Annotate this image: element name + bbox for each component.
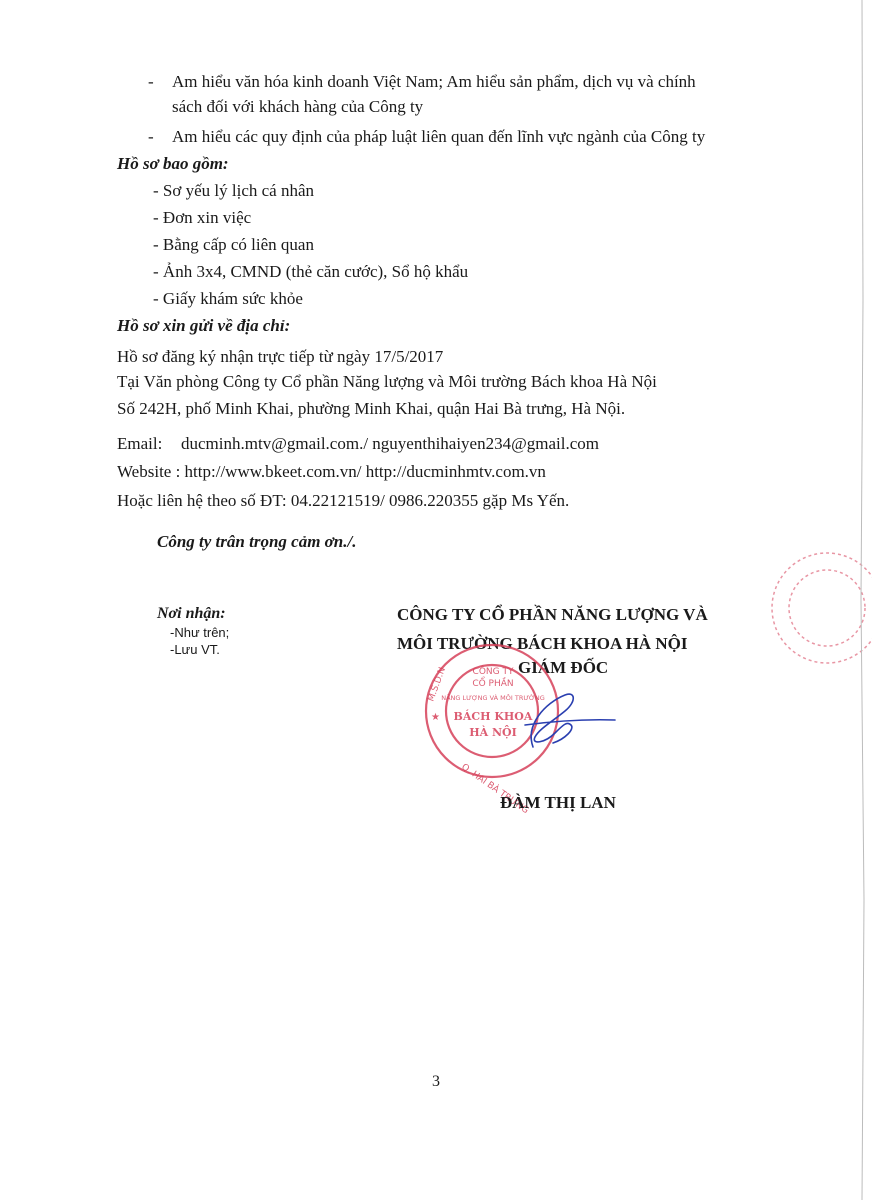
recipient-item: -Như trên; <box>170 625 230 640</box>
company-name-line-2: MÔI TRƯỜNG BÁCH KHOA HÀ NỘI <box>397 634 688 653</box>
position-title: GIÁM ĐỐC <box>518 658 609 677</box>
requirement-dash-2: - <box>148 127 154 146</box>
document-item: - Sơ yếu lý lịch cá nhân <box>153 181 315 200</box>
handwritten-signature <box>505 685 625 755</box>
address-heading: Hồ sơ xin gửi về địa chỉ: <box>117 316 291 335</box>
requirement-item-1-cont: sách đối với khách hàng của Công ty <box>172 97 424 116</box>
svg-text:Q. HAI BÀ TRƯNG: Q. HAI BÀ TRƯNG <box>459 762 531 817</box>
requirement-item-1: Am hiểu văn hóa kinh doanh Việt Nam; Am hiểu sản phẩm, dịch vụ và chính <box>172 72 696 91</box>
seal-line: BÁCH KHOA <box>453 710 533 723</box>
document-item: - Giấy khám sức khỏe <box>153 289 303 308</box>
svg-text:M.S.D.N: M.S.D.N <box>426 666 449 704</box>
address-line: Số 242H, phố Minh Khai, phường Minh Khai, quận Hai Bà trưng, Hà Nội. <box>117 399 626 418</box>
company-name-line-1: CÔNG TY CỔ PHẦN NĂNG LƯỢNG VÀ <box>397 605 708 624</box>
email-value[interactable]: ducminh.mtv@gmail.com./ nguyenthihaiyen234@gmail.com <box>181 434 599 453</box>
seal-line: HÀ NỘI <box>469 726 517 739</box>
address-line: Hồ sơ đăng ký nhận trực tiếp từ ngày 17/5/2017 <box>117 347 444 366</box>
recipient-item: -Lưu VT. <box>170 642 220 657</box>
scan-edge <box>854 0 872 1200</box>
document-item: - Đơn xin việc <box>153 208 252 227</box>
document-item: - Ảnh 3x4, CMND (thẻ căn cước), Sổ hộ khẩu <box>153 262 469 281</box>
email-label: Email: <box>117 434 163 453</box>
svg-text:★: ★ <box>431 712 440 723</box>
seal-line: NĂNG LƯỢNG VÀ MÔI TRƯỜNG <box>441 694 545 702</box>
signer-name: ĐÀM THỊ LAN <box>500 793 616 812</box>
contact-line: Hoặc liên hệ theo số ĐT: 04.22121519/ 0986.220355 gặp Ms Yến. <box>117 491 570 510</box>
document-item: - Bằng cấp có liên quan <box>153 235 314 254</box>
requirement-item-2: Am hiểu các quy định của pháp luật liên quan đến lĩnh vực ngành của Công ty <box>172 127 706 146</box>
address-line: Tại Văn phòng Công ty Cổ phần Năng lượng và Môi trường Bách khoa Hà Nội <box>117 372 657 391</box>
thanks-line: Công ty trân trọng cảm ơn./. <box>157 532 357 551</box>
page-number: 3 <box>432 1073 440 1090</box>
seal-line: CỔ PHẦN <box>472 679 514 689</box>
partial-stamp-edge <box>742 548 872 678</box>
recipients-heading: Nơi nhận: <box>157 605 226 622</box>
documents-heading: Hồ sơ bao gồm: <box>117 154 229 173</box>
seal-line: CÔNG TY <box>472 667 514 677</box>
website-line[interactable]: Website : http://www.bkeet.com.vn/ http://ducminhmtv.com.vn <box>117 462 546 481</box>
requirement-dash-1: - <box>148 72 154 91</box>
